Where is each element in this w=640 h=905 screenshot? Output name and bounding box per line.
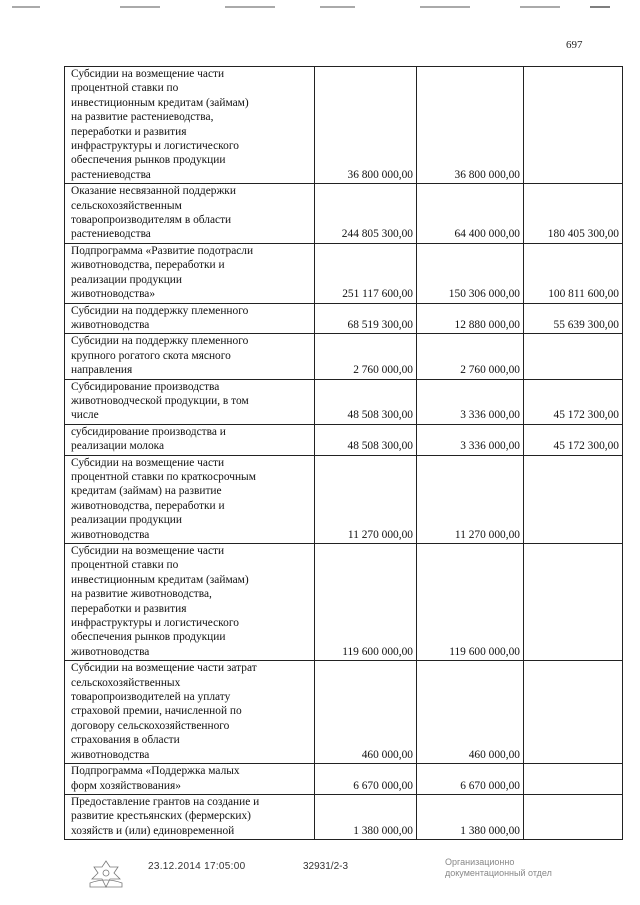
row-federal-amount: 1 380 000,00: [417, 794, 524, 839]
footer-dept-line-2: документационный отдел: [445, 868, 552, 878]
table-row: [65, 544, 623, 661]
description-line: страхования в области: [71, 734, 180, 747]
row-total-amount: 244 805 300,00: [315, 184, 417, 244]
description-line: товаропроизводителей на уплату: [71, 691, 231, 704]
budget-table: [64, 66, 623, 840]
description-line: товаропроизводителям в области: [71, 214, 232, 227]
description-line: страховой премии, начисленной по: [71, 705, 242, 718]
description-line: субсидирование производства и: [71, 425, 226, 438]
row-total-amount: 11 270 000,00: [315, 455, 417, 543]
row-regional-amount: [524, 67, 623, 184]
description-line: животноводства: [71, 748, 150, 761]
description-line: переработки и развития: [71, 602, 187, 615]
row-description: [65, 67, 315, 184]
row-total-amount: 48 508 300,00: [315, 424, 417, 455]
row-federal-amount: 64 400 000,00: [417, 184, 524, 244]
description-line: Субсидии на возмещение части: [71, 545, 225, 557]
table-row: [65, 764, 623, 795]
description-line: инвестиционным кредитам (займам): [71, 573, 249, 586]
description-line: сельскохозяйственным: [71, 199, 182, 212]
row-federal-amount: 2 760 000,00: [417, 334, 524, 379]
budget-table-body: [65, 67, 623, 840]
row-federal-amount: 150 306 000,00: [417, 243, 524, 303]
description-line: обеспечения рынков продукции: [71, 631, 226, 644]
description-line: животноводства, переработки и: [71, 259, 225, 272]
description-line: реализации молока: [71, 440, 165, 453]
description-line: числе: [71, 409, 99, 422]
row-total-amount: 251 117 600,00: [315, 243, 417, 303]
description-line: реализации продукции: [71, 514, 182, 527]
description-line: Субсидии на возмещение части: [71, 456, 225, 469]
row-federal-amount: 36 800 000,00: [417, 67, 524, 184]
row-federal-amount: 3 336 000,00: [417, 379, 524, 424]
footer-dept-line-1: Организационно: [445, 857, 515, 867]
description-line: Субсидирование производства: [71, 380, 220, 393]
table-row: [65, 794, 623, 839]
row-regional-amount: 55 639 300,00: [524, 303, 623, 334]
row-description: [65, 455, 315, 543]
description-line: инфраструктуры и логистического: [71, 617, 239, 630]
row-regional-amount: 100 811 600,00: [524, 243, 623, 303]
row-regional-amount: [524, 764, 623, 795]
row-total-amount: 6 670 000,00: [315, 764, 417, 795]
row-description: [65, 334, 315, 379]
emblem-icon: [84, 859, 128, 889]
description-line: животноводческой продукции, в том: [71, 394, 249, 407]
description-line: Субсидии на возмещение части: [71, 68, 225, 80]
description-line: Субсидии на поддержку племенного: [71, 335, 249, 348]
row-regional-amount: [524, 455, 623, 543]
description-line: животноводства»: [71, 288, 156, 301]
description-line: сельскохозяйственных: [71, 676, 181, 689]
description-line: Оказание несвязанной поддержки: [71, 185, 236, 198]
row-regional-amount: [524, 661, 623, 764]
description-line: Субсидии на возмещение части затрат: [71, 662, 257, 675]
row-description: [65, 184, 315, 244]
footer-date: 23.12.2014 17:05:00: [148, 861, 246, 872]
page-footer: [0, 853, 640, 905]
row-federal-amount: 11 270 000,00: [417, 455, 524, 543]
footer-document-code: 32931/2-3: [303, 861, 349, 872]
description-line: процентной ставки по краткосрочным: [71, 470, 256, 483]
description-line: животноводства: [71, 318, 150, 331]
table-row: [65, 424, 623, 455]
row-description: [65, 243, 315, 303]
description-line: на развитие растениеводства,: [71, 111, 214, 124]
description-line: животноводства, переработки и: [71, 499, 225, 512]
description-line: хозяйств и (или) единовременной: [71, 824, 235, 837]
description-line: форм хозяйствования»: [71, 779, 181, 792]
row-total-amount: 48 508 300,00: [315, 379, 417, 424]
row-description: [65, 424, 315, 455]
row-total-amount: 36 800 000,00: [315, 67, 417, 184]
row-federal-amount: 460 000,00: [417, 661, 524, 764]
row-total-amount: 460 000,00: [315, 661, 417, 764]
row-federal-amount: 12 880 000,00: [417, 303, 524, 334]
row-description: [65, 764, 315, 795]
description-line: Подпрограмма «Поддержка малых: [71, 765, 240, 778]
row-description: [65, 303, 315, 334]
table-row: [65, 661, 623, 764]
row-regional-amount: 45 172 300,00: [524, 424, 623, 455]
page-number: 697: [566, 39, 583, 51]
row-description: [65, 544, 315, 661]
table-row: [65, 184, 623, 244]
row-federal-amount: 3 336 000,00: [417, 424, 524, 455]
description-line: растениеводства: [71, 168, 151, 181]
row-total-amount: 2 760 000,00: [315, 334, 417, 379]
description-line: развитие крестьянских (фермерских): [71, 810, 251, 823]
row-regional-amount: 45 172 300,00: [524, 379, 623, 424]
description-line: инвестиционным кредитам (займам): [71, 96, 249, 109]
description-line: обеспечения рынков продукции: [71, 154, 226, 167]
row-regional-amount: [524, 544, 623, 661]
row-federal-amount: 119 600 000,00: [417, 544, 524, 661]
table-row: [65, 334, 623, 379]
description-line: на развитие животноводства,: [71, 588, 212, 601]
table-row: [65, 455, 623, 543]
description-line: реализации продукции: [71, 273, 182, 286]
table-row: [65, 303, 623, 334]
description-line: Предоставление грантов на создание и: [71, 795, 260, 808]
table-row: [65, 67, 623, 184]
description-line: переработки и развития: [71, 125, 187, 138]
table-row: [65, 243, 623, 303]
description-line: кредитам (займам) на развитие: [71, 485, 222, 498]
description-line: растениеводства: [71, 228, 151, 241]
row-total-amount: 1 380 000,00: [315, 794, 417, 839]
description-line: крупного рогатого скота мясного: [71, 349, 231, 362]
description-line: животноводства: [71, 645, 150, 658]
row-total-amount: 119 600 000,00: [315, 544, 417, 661]
row-description: [65, 661, 315, 764]
description-line: животноводства: [71, 528, 150, 541]
table-row: [65, 379, 623, 424]
footer-department: [445, 857, 575, 879]
row-regional-amount: 180 405 300,00: [524, 184, 623, 244]
row-regional-amount: [524, 334, 623, 379]
top-scan-marks: [0, 4, 640, 10]
row-federal-amount: 6 670 000,00: [417, 764, 524, 795]
description-line: направления: [71, 364, 133, 377]
description-line: процентной ставки по: [71, 82, 179, 95]
description-line: Подпрограмма «Развитие подотрасли: [71, 244, 254, 257]
description-line: процентной ставки по: [71, 559, 179, 572]
row-regional-amount: [524, 794, 623, 839]
row-description: [65, 379, 315, 424]
description-line: инфраструктуры и логистического: [71, 140, 239, 153]
row-description: [65, 794, 315, 839]
description-line: договору сельскохозяйственного: [71, 719, 230, 732]
row-total-amount: 68 519 300,00: [315, 303, 417, 334]
description-line: Субсидии на поддержку племенного: [71, 304, 249, 317]
